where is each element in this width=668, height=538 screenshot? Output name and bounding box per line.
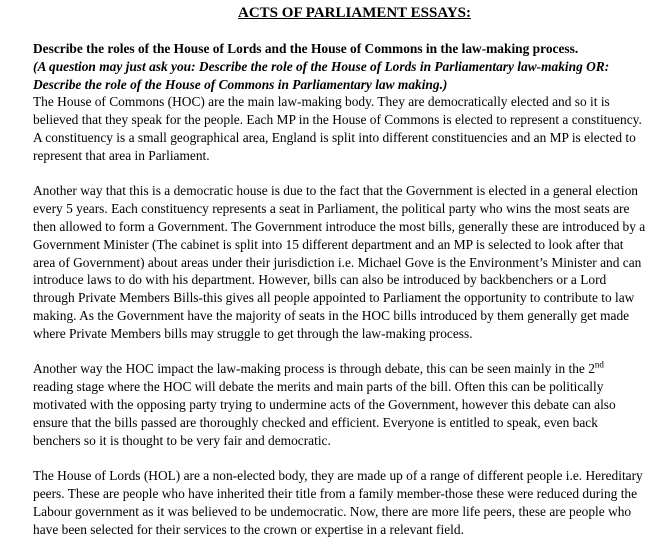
paragraph-hol: The House of Lords (HOL) are a non-elected body, they are made up of a range of different people i.e. Hereditary peers. These are people who have inherited their title from a family member-those these were reduced during the Labour government as it was believed to be undemocratic. Now, there are more life peers, these are people who have been selected for their services to the crown or expertise in a relevant field.: [33, 468, 643, 537]
paragraph-debate-end: reading stage where the HOC will debate the merits and main parts of the bill. Often this can be politically motivated with the opposing party trying to undermine acts of the Government, however this debate can also ensure that the bills passed are thoroughly checked and efficient. Everyone is entitled to speak, even back benchers so it is thought to be very fair and democratic.: [33, 379, 616, 448]
document-title: ACTS OF PARLIAMENT ESSAYS:: [238, 5, 471, 21]
paragraph-debate-start: Another way the HOC impact the law-making process is through debate, this can be seen mainly in the 2: [33, 361, 595, 377]
ordinal-suffix: nd: [594, 359, 604, 370]
paragraph-hoc-intro: The House of Commons (HOC) are the main law-making body. They are democratically elected and so it is believed that they speak for the people. Each MP in the House of Commons is elected to represent a constituency. A constituency is a small geographical area, England is split into different constituencies and an MP is elected to represent that area in Parliament.: [33, 94, 642, 163]
essay-question: Describe the roles of the House of Lords and the House of Commons in the law-making process.: [33, 41, 579, 56]
paragraph-government: Another way that this is a democratic house is due to the fact that the Government is elected in a general election every 5 years. Each constituency represents a seat in Parliament, the political party who wins the most seats are then allowed to form a Government. The Government introduce the most bills, generally these are introduced by a Government Minister (The cabinet is split into 15 different department and an MP is selected to look after that area of Government) about areas under their jurisdiction i.e. Michael Gove is the Environment’s Minister and can introduce laws to do with his department. However, bills can also be introduced by backbenchers or a Lord through Private Members Bills-this gives all people appointed to Parliament the opportunity to contribute to law making. As the Government have the majority of seats in the HOC bills introduced by them generally get made where Private Members bills may struggle to get through the law-making process.: [33, 183, 646, 341]
paragraph-debate: [33, 360, 646, 449]
alternative-question: (A question may just ask you: Describe the role of the House of Lords in Parliamentary law-making OR: Describe the role of the House of Commons in Parliamentary law making.): [33, 58, 610, 92]
